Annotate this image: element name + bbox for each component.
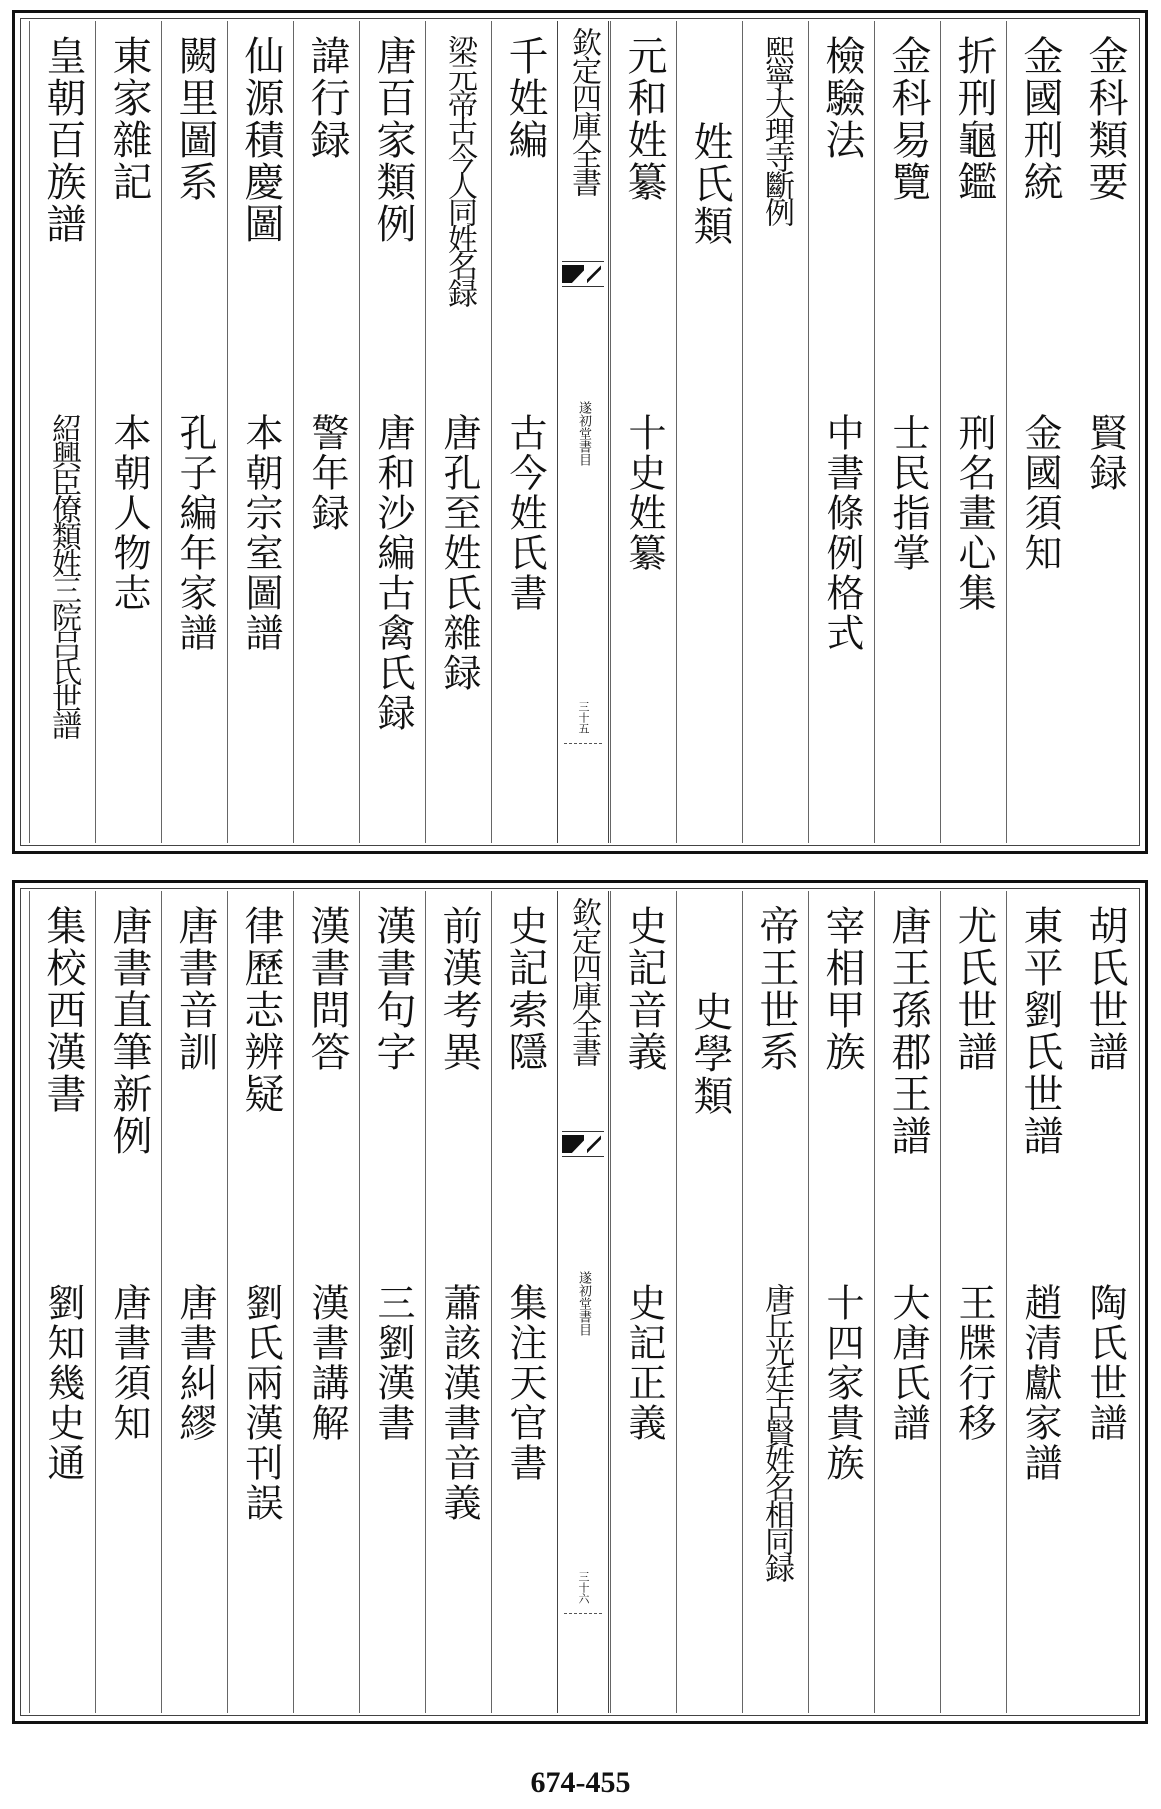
book-title: 宰相甲族: [819, 905, 865, 1073]
book-title: 漢書問答: [304, 905, 350, 1073]
text-column: [491, 891, 557, 1713]
text-column: [1072, 891, 1138, 1713]
book-subtitle: 唐丘光廷古賢姓名相同録: [759, 1283, 794, 1580]
book-subtitle: 唐孔至姓氏雜録: [437, 413, 481, 693]
book-subtitle: 集注天官書: [503, 1283, 547, 1483]
gutter-tick: [564, 1613, 602, 1614]
gutter-title: 欽定四庫全書: [566, 897, 601, 1065]
text-column: [425, 891, 491, 1713]
book-title: 元和姓纂: [621, 35, 667, 203]
text-column: [742, 891, 808, 1713]
text-column: [359, 891, 425, 1713]
category-column: [676, 21, 742, 843]
center-gutter: [557, 21, 609, 843]
text-column: [227, 21, 293, 843]
book-subtitle: 士民指掌: [886, 413, 930, 573]
text-column: [742, 21, 808, 843]
fish-tail-mark-icon: [562, 261, 604, 287]
book-subtitle: 劉知幾史通: [41, 1283, 85, 1483]
gutter-tick: [564, 743, 602, 744]
book-title: 皇朝百族譜: [40, 35, 86, 245]
book-title: 折刑龜鑑: [951, 35, 997, 203]
book-subtitle: 刑名畫心集: [952, 413, 996, 613]
book-title: 律歷志辨疑: [238, 905, 284, 1115]
text-column: [1006, 21, 1072, 843]
text-column: [610, 891, 676, 1713]
book-title: 闕里圖系: [172, 35, 218, 203]
gutter-title: 欽定四庫全書: [566, 27, 601, 195]
book-subtitle: 史記正義: [622, 1283, 666, 1443]
book-title: 胡氏世譜: [1082, 905, 1128, 1073]
book-title: 東家雜記: [106, 35, 152, 203]
text-column: [425, 21, 491, 843]
text-column: [940, 891, 1006, 1713]
book-title: 金國刑統: [1017, 35, 1063, 203]
text-column: [1072, 21, 1138, 843]
book-title: 唐書直筆新例: [106, 905, 152, 1157]
book-subtitle: 古今姓氏書: [503, 413, 547, 613]
text-column: [293, 21, 359, 843]
category-heading: 史學類: [687, 991, 733, 1117]
book-title: 諱行録: [304, 35, 350, 161]
book-title: 漢書句字: [370, 905, 416, 1073]
book-subtitle: 唐和沙編古禽氏録: [371, 413, 415, 733]
center-gutter: [557, 891, 609, 1713]
gutter-page-number: 三十六: [577, 1571, 590, 1604]
book-subtitle: 大唐氏譜: [886, 1283, 930, 1443]
book-title: 東平劉氏世譜: [1017, 905, 1063, 1157]
book-title: 史記索隱: [502, 905, 548, 1073]
text-column: [227, 891, 293, 1713]
text-column: [874, 891, 940, 1713]
text-column: [161, 891, 227, 1713]
book-subtitle: 劉氏兩漢刊誤: [239, 1283, 283, 1523]
book-subtitle: 孔子編年家譜: [173, 413, 217, 653]
text-column: [95, 891, 161, 1713]
gutter-book-name: 遂初堂書目: [576, 1271, 591, 1336]
book-title: 熙寧大理寺斷例: [759, 35, 794, 224]
book-subtitle: 警年録: [305, 413, 349, 533]
book-subtitle: 漢書講解: [305, 1283, 349, 1443]
book-subtitle: 賢録: [1083, 413, 1127, 493]
book-subtitle: 陶氏世譜: [1083, 1283, 1127, 1443]
text-column: [1006, 891, 1072, 1713]
book-title: 金科易覽: [885, 35, 931, 203]
fish-tail-mark-icon: [562, 1131, 604, 1157]
book-title: 仙源積慶圖: [238, 35, 284, 245]
text-column: [491, 21, 557, 843]
book-subtitle: 唐書糾繆: [173, 1283, 217, 1443]
text-column: [161, 21, 227, 843]
book-title: 千姓編: [502, 35, 548, 161]
page-half-top: [12, 10, 1148, 854]
category-column: [676, 891, 742, 1713]
book-title: 金科類要: [1082, 35, 1128, 203]
book-title: 檢驗法: [819, 35, 865, 161]
book-subtitle: 金國須知: [1018, 413, 1062, 573]
book-title: 唐書音訓: [172, 905, 218, 1073]
book-subtitle: 唐書須知: [107, 1283, 151, 1443]
book-title: 唐百家類例: [370, 35, 416, 245]
book-subtitle: 三劉漢書: [371, 1283, 415, 1443]
book-subtitle: 王牒行移: [952, 1283, 996, 1443]
book-subtitle: 本朝人物志: [107, 413, 151, 613]
book-subtitle: 本朝宗室圖譜: [239, 413, 283, 653]
book-title: 前漢考異: [436, 905, 482, 1073]
text-column: [808, 21, 874, 843]
book-subtitle: 紹興臣僚類姓三院吕氏世譜: [46, 413, 81, 737]
text-column: [29, 891, 95, 1713]
page-half-bottom: [12, 880, 1148, 1724]
book-subtitle: 趙清獻家譜: [1018, 1283, 1062, 1483]
book-title: 唐王孫郡王譜: [885, 905, 931, 1157]
category-heading: 姓氏類: [687, 121, 733, 247]
page-number: 674-455: [530, 1766, 631, 1799]
text-column: [610, 21, 676, 843]
text-column: [95, 21, 161, 843]
book-subtitle: 蕭該漢書音義: [437, 1283, 481, 1523]
book-title: 帝王世系: [753, 905, 799, 1073]
text-column: [874, 21, 940, 843]
text-column: [29, 21, 95, 843]
gutter-page-number: 三十五: [577, 701, 590, 734]
text-column: [940, 21, 1006, 843]
book-title: 尤氏世譜: [951, 905, 997, 1073]
text-column: [808, 891, 874, 1713]
gutter-book-name: 遂初堂書目: [576, 401, 591, 466]
book-title: 集校西漢書: [40, 905, 86, 1115]
text-column: [359, 21, 425, 843]
book-subtitle: 中書條例格式: [820, 413, 864, 653]
book-subtitle: 十史姓纂: [622, 413, 666, 573]
text-column: [293, 891, 359, 1713]
book-title: 梁元帝古今人同姓名録: [442, 35, 477, 305]
book-subtitle: 十四家貴族: [820, 1283, 864, 1483]
book-title: 史記音義: [621, 905, 667, 1073]
